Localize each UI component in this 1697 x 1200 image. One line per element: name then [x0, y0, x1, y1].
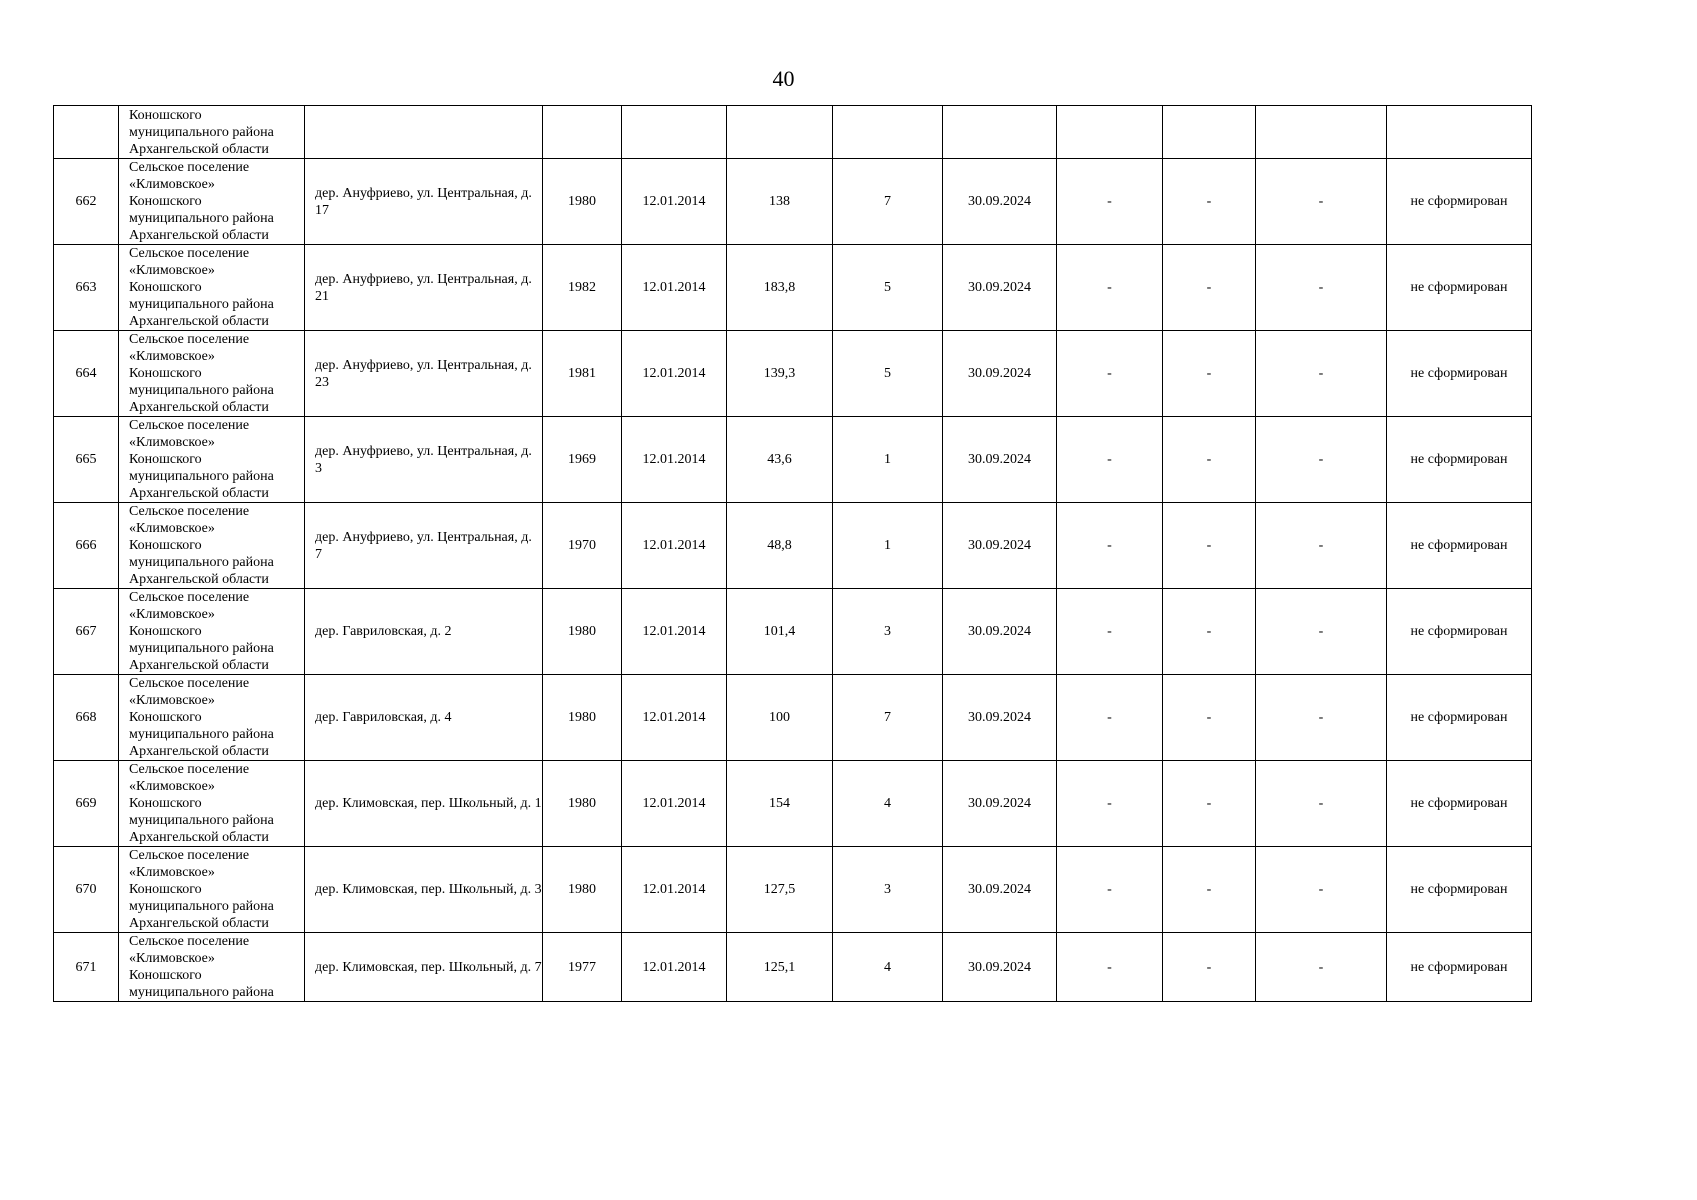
org-line: Сельское поселение [129, 848, 250, 863]
cell-address: дер. Ануфриево, ул. Центральная, д. 23 [305, 331, 543, 417]
org-line: Архангельской области [129, 314, 269, 329]
table-row [54, 245, 1532, 331]
cell-organization [119, 106, 305, 159]
cell-status: не сформирован [1387, 933, 1532, 1002]
cell-address: дер. Гавриловская, д. 4 [305, 675, 543, 761]
cell-status: не сформирован [1387, 417, 1532, 503]
cell-number: 666 [54, 503, 119, 589]
cell-col11: - [1163, 159, 1256, 245]
cell-date: 12.01.2014 [622, 417, 727, 503]
org-line: Сельское поселение [129, 762, 250, 777]
org-line: Коношского [129, 107, 202, 123]
cell-year: 1980 [543, 761, 622, 847]
cell-date: 12.01.2014 [622, 245, 727, 331]
cell-number: 663 [54, 245, 119, 331]
cell-organization [119, 503, 305, 589]
cell-date: 12.01.2014 [622, 847, 727, 933]
cell-residents: 5 [833, 245, 943, 331]
org-line: «Климовское» [129, 521, 215, 536]
org-line: «Климовское» [129, 349, 215, 364]
cell-area [727, 106, 833, 159]
cell-col10: - [1057, 417, 1163, 503]
cell-date: 12.01.2014 [622, 589, 727, 675]
housing-table [53, 105, 1532, 1002]
cell-address: дер. Ануфриево, ул. Центральная, д. 17 [305, 159, 543, 245]
cell-area: 138 [727, 159, 833, 245]
cell-number: 670 [54, 847, 119, 933]
org-line: «Климовское» [129, 607, 215, 622]
cell-number: 671 [54, 933, 119, 1002]
cell-deadline [943, 106, 1057, 159]
cell-col11: - [1163, 503, 1256, 589]
cell-col10: - [1057, 159, 1163, 245]
cell-area: 183,8 [727, 245, 833, 331]
cell-col10: - [1057, 503, 1163, 589]
table-row [54, 331, 1532, 417]
org-line: муниципального района [129, 727, 274, 742]
cell-residents: 3 [833, 847, 943, 933]
cell-col11: - [1163, 761, 1256, 847]
cell-residents: 1 [833, 417, 943, 503]
cell-number: 662 [54, 159, 119, 245]
org-line: муниципального района [129, 211, 274, 226]
org-line: Коношского [129, 796, 202, 811]
page-number: 40 [772, 66, 795, 91]
cell-residents: 5 [833, 331, 943, 417]
org-line: «Климовское» [129, 865, 215, 880]
org-line: Архангельской области [129, 400, 269, 415]
cell-col11: - [1163, 675, 1256, 761]
cell-year: 1970 [543, 503, 622, 589]
org-line: Сельское поселение [129, 676, 250, 691]
org-line: Коношского [129, 624, 202, 639]
cell-year [543, 106, 622, 159]
cell-number: 665 [54, 417, 119, 503]
cell-year: 1980 [543, 675, 622, 761]
cell-col12 [1256, 106, 1387, 159]
table-row [54, 159, 1532, 245]
org-line: Сельское поселение [129, 160, 250, 175]
cell-status [1387, 106, 1532, 159]
cell-deadline: 30.09.2024 [943, 589, 1057, 675]
org-line: «Климовское» [129, 435, 215, 450]
cell-date: 12.01.2014 [622, 159, 727, 245]
org-line: Сельское поселение [129, 590, 250, 605]
cell-col10: - [1057, 589, 1163, 675]
org-line: Архангельской области [129, 658, 269, 673]
org-line: муниципального района [129, 899, 274, 914]
cell-status: не сформирован [1387, 503, 1532, 589]
cell-col11: - [1163, 245, 1256, 331]
cell-number: 669 [54, 761, 119, 847]
cell-col12: - [1256, 245, 1387, 331]
cell-residents: 4 [833, 761, 943, 847]
cell-area: 48,8 [727, 503, 833, 589]
cell-col12: - [1256, 159, 1387, 245]
cell-address: дер. Климовская, пер. Школьный, д. 3 [305, 847, 543, 933]
cell-col12: - [1256, 761, 1387, 847]
org-line: муниципального района [129, 297, 274, 312]
org-line: «Климовское» [129, 779, 215, 794]
cell-date [622, 106, 727, 159]
cell-area: 43,6 [727, 417, 833, 503]
cell-status: не сформирован [1387, 847, 1532, 933]
org-line: Сельское поселение [129, 504, 250, 519]
org-line: Сельское поселение [129, 332, 250, 347]
cell-date: 12.01.2014 [622, 331, 727, 417]
cell-residents: 1 [833, 503, 943, 589]
cell-col12: - [1256, 933, 1387, 1002]
cell-year: 1980 [543, 159, 622, 245]
cell-address: дер. Климовская, пер. Школьный, д. 1 [305, 761, 543, 847]
cell-col12: - [1256, 675, 1387, 761]
cell-area: 139,3 [727, 331, 833, 417]
cell-organization [119, 331, 305, 417]
org-line: Коношского [129, 194, 202, 209]
cell-date: 12.01.2014 [622, 761, 727, 847]
cell-col12: - [1256, 847, 1387, 933]
cell-residents: 7 [833, 159, 943, 245]
org-line: муниципального района [129, 383, 274, 398]
cell-col11: - [1163, 331, 1256, 417]
cell-residents: 4 [833, 933, 943, 1002]
cell-col12: - [1256, 503, 1387, 589]
cell-number: 668 [54, 675, 119, 761]
cell-number: 667 [54, 589, 119, 675]
org-line: «Климовское» [129, 263, 215, 278]
cell-col11: - [1163, 847, 1256, 933]
cell-deadline: 30.09.2024 [943, 417, 1057, 503]
cell-col11: - [1163, 417, 1256, 503]
cell-status: не сформирован [1387, 761, 1532, 847]
cell-deadline: 30.09.2024 [943, 245, 1057, 331]
org-line: Коношского [129, 710, 202, 725]
org-line: Коношского [129, 538, 202, 553]
cell-address: дер. Ануфриево, ул. Центральная, д. 3 [305, 417, 543, 503]
org-line: «Климовское» [129, 951, 215, 966]
org-line: Архангельской области [129, 572, 269, 587]
cell-year: 1980 [543, 847, 622, 933]
cell-status: не сформирован [1387, 245, 1532, 331]
org-line: муниципального района [129, 469, 274, 484]
cell-number: 664 [54, 331, 119, 417]
cell-address: дер. Ануфриево, ул. Центральная, д. 21 [305, 245, 543, 331]
org-line: Сельское поселение [129, 246, 250, 261]
cell-col10 [1057, 106, 1163, 159]
cell-address: дер. Ануфриево, ул. Центральная, д. 7 [305, 503, 543, 589]
table-row [54, 106, 1532, 159]
cell-residents: 3 [833, 589, 943, 675]
org-line: Архангельской области [129, 830, 269, 845]
cell-col10: - [1057, 245, 1163, 331]
org-line: Коношского [129, 882, 202, 897]
cell-col10: - [1057, 847, 1163, 933]
cell-residents: 7 [833, 675, 943, 761]
org-line: Коношского [129, 280, 202, 295]
cell-status: не сформирован [1387, 675, 1532, 761]
cell-col11: - [1163, 933, 1256, 1002]
cell-organization [119, 933, 305, 1002]
org-line: Коношского [129, 452, 202, 467]
cell-deadline: 30.09.2024 [943, 331, 1057, 417]
org-line: Архангельской области [129, 744, 269, 759]
table-body [54, 106, 1532, 1002]
org-line: Сельское поселение [129, 934, 250, 949]
cell-col10: - [1057, 331, 1163, 417]
cell-col11: - [1163, 589, 1256, 675]
org-line: Архангельской области [129, 141, 269, 157]
cell-address [305, 106, 543, 159]
cell-col10: - [1057, 675, 1163, 761]
cell-area: 127,5 [727, 847, 833, 933]
org-line: муниципального района [129, 813, 274, 828]
cell-address: дер. Климовская, пер. Школьный, д. 7 [305, 933, 543, 1002]
org-line: «Климовское» [129, 177, 215, 192]
table-row [54, 589, 1532, 675]
cell-col11 [1163, 106, 1256, 159]
cell-date: 12.01.2014 [622, 933, 727, 1002]
cell-organization [119, 761, 305, 847]
cell-deadline: 30.09.2024 [943, 503, 1057, 589]
cell-residents [833, 106, 943, 159]
org-line: муниципального района [129, 555, 274, 570]
cell-area: 154 [727, 761, 833, 847]
table-row [54, 847, 1532, 933]
cell-col12: - [1256, 417, 1387, 503]
org-line: Сельское поселение [129, 418, 250, 433]
cell-area: 101,4 [727, 589, 833, 675]
org-line: Коношского [129, 366, 202, 381]
cell-year: 1969 [543, 417, 622, 503]
cell-year: 1982 [543, 245, 622, 331]
cell-organization [119, 245, 305, 331]
cell-year: 1977 [543, 933, 622, 1002]
cell-col12: - [1256, 589, 1387, 675]
cell-organization [119, 847, 305, 933]
org-line: муниципального района [129, 124, 274, 140]
table-row [54, 417, 1532, 503]
cell-col10: - [1057, 761, 1163, 847]
cell-deadline: 30.09.2024 [943, 933, 1057, 1002]
table-row [54, 503, 1532, 589]
table-row [54, 675, 1532, 761]
cell-organization [119, 675, 305, 761]
org-line: Архангельской области [129, 916, 269, 931]
table-row [54, 761, 1532, 847]
cell-deadline: 30.09.2024 [943, 675, 1057, 761]
table-row [54, 933, 1532, 1002]
org-line: Архангельской области [129, 486, 269, 501]
cell-area: 125,1 [727, 933, 833, 1002]
cell-status: не сформирован [1387, 331, 1532, 417]
cell-date: 12.01.2014 [622, 503, 727, 589]
cell-address: дер. Гавриловская, д. 2 [305, 589, 543, 675]
cell-area: 100 [727, 675, 833, 761]
cell-deadline: 30.09.2024 [943, 847, 1057, 933]
cell-col10: - [1057, 933, 1163, 1002]
cell-year: 1980 [543, 589, 622, 675]
cell-date: 12.01.2014 [622, 675, 727, 761]
cell-organization [119, 589, 305, 675]
cell-deadline: 30.09.2024 [943, 761, 1057, 847]
cell-deadline: 30.09.2024 [943, 159, 1057, 245]
org-line: «Климовское» [129, 693, 215, 708]
cell-organization [119, 417, 305, 503]
cell-status: не сформирован [1387, 159, 1532, 245]
org-line: муниципального района [129, 641, 274, 656]
cell-organization [119, 159, 305, 245]
org-line: Архангельской области [129, 228, 269, 243]
org-line: муниципального района [129, 985, 274, 1000]
cell-status: не сформирован [1387, 589, 1532, 675]
org-line: Коношского [129, 968, 202, 983]
cell-number [54, 106, 119, 159]
cell-col12: - [1256, 331, 1387, 417]
cell-year: 1981 [543, 331, 622, 417]
